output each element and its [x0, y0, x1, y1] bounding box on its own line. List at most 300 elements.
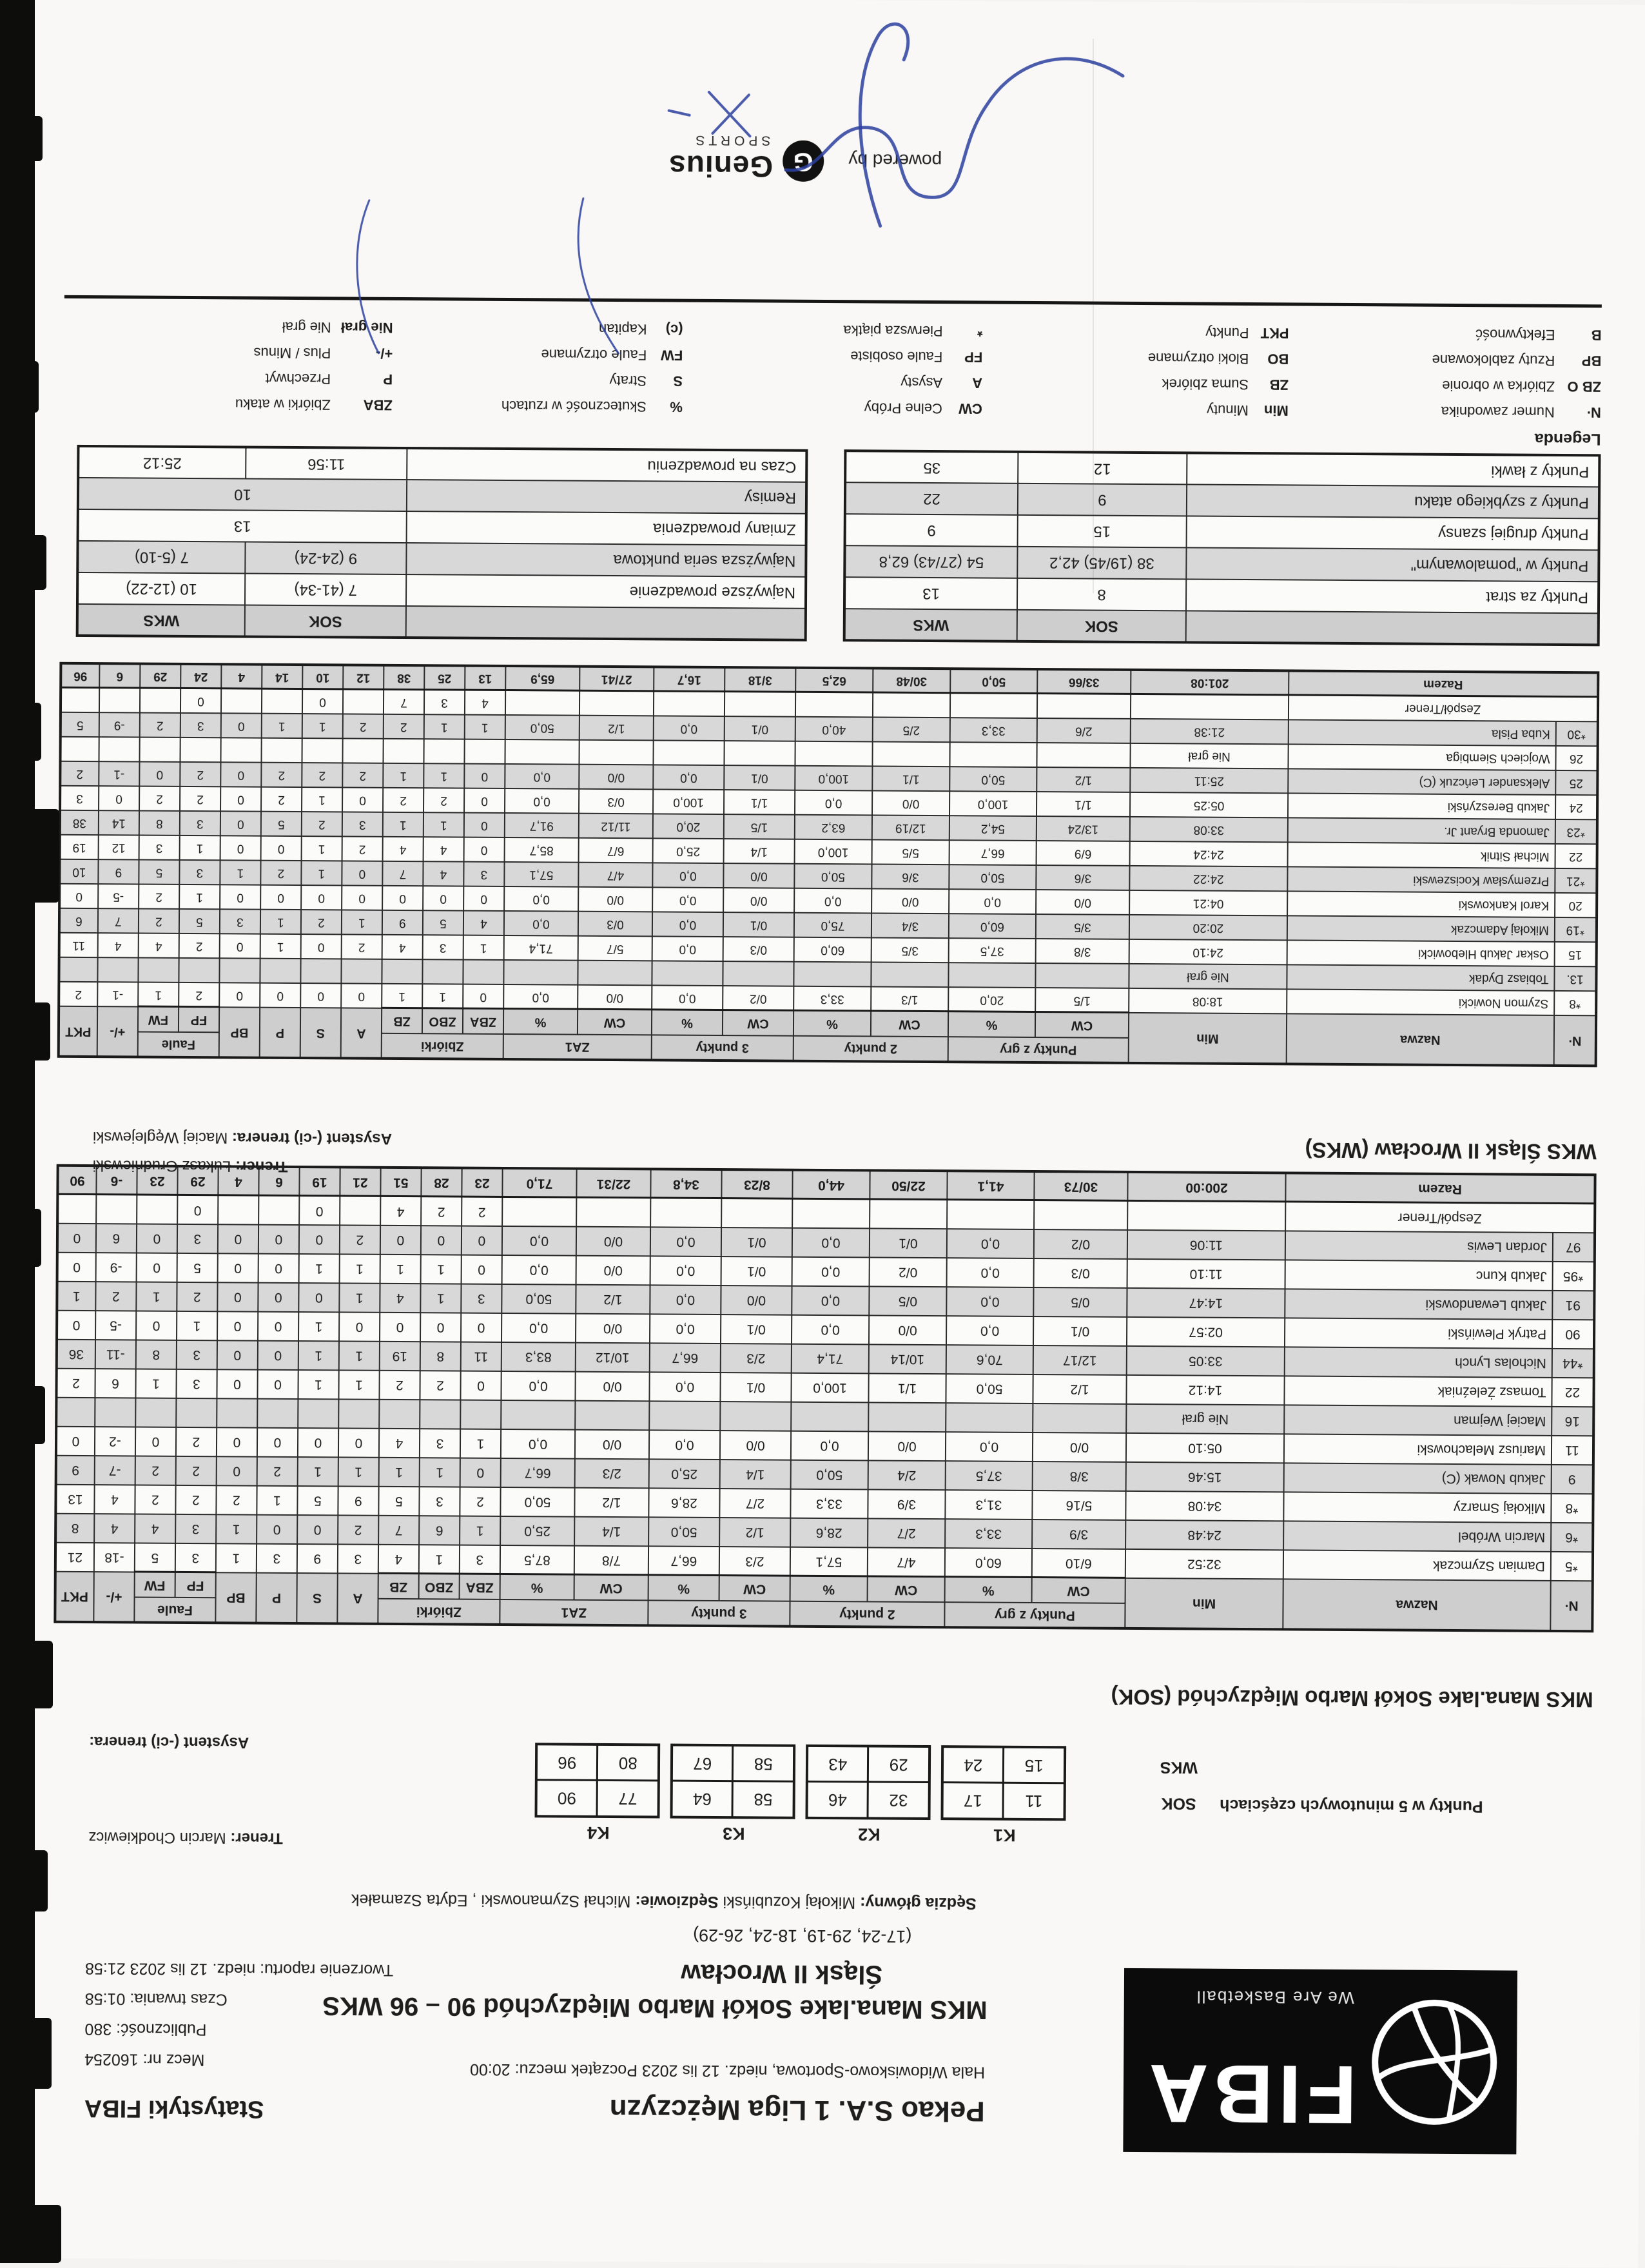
stat-cell [505, 739, 579, 765]
col-steals: P [260, 1008, 300, 1058]
stat-cell: 0/0 [576, 1256, 650, 1286]
stat-cell: 25 [424, 665, 465, 690]
stat-cell: 1 [257, 1486, 297, 1515]
player-name: Jakub Bereszyński [1288, 793, 1555, 819]
stat-cell: 0,0 [792, 1286, 869, 1316]
stat-cell: 5 [297, 1486, 338, 1515]
period-label: K2 [808, 1824, 930, 1844]
summary-value-wks: 54 (27/43) 62,8 [844, 545, 1017, 578]
sub-column-header: CW [871, 1011, 948, 1037]
stat-cell: 0 [297, 1515, 338, 1544]
stat-cell: 33:08 [1130, 817, 1288, 842]
stat-cell: 0 [463, 886, 504, 911]
period-score-row [806, 1782, 929, 1819]
stat-cell: 5 [261, 812, 302, 836]
legend-entry [541, 346, 683, 363]
stat-cell: 50,0 [794, 864, 871, 889]
summary-value-wks: 35 [845, 451, 1018, 484]
coach-label: Trener: [235, 1157, 288, 1175]
summary-label: Punkty z szybkiego ataku [1187, 484, 1599, 518]
summary-label: Najwyższe prowadzenie [406, 574, 806, 609]
legend-abbr: B [1555, 326, 1601, 343]
legend-abbr: P [331, 370, 393, 387]
stat-cell [379, 1400, 420, 1429]
period-score-row [807, 1746, 930, 1783]
stat-cell: 4 [380, 1197, 421, 1226]
stat-cell: 3 [177, 1224, 218, 1253]
player-name: Kuba Pisla [1289, 719, 1556, 746]
stat-cell [99, 688, 140, 712]
stat-cell: 38 [384, 665, 424, 690]
stat-cell: 3 [60, 786, 99, 810]
stat-cell: 87,5 [500, 1545, 574, 1575]
stat-cell: 16,7 [654, 667, 725, 692]
period-score-cell: 32 [868, 1782, 929, 1819]
summary-header [1186, 611, 1599, 645]
stat-cell: 100,0 [949, 791, 1037, 816]
stat-cell: 0 [257, 1515, 297, 1544]
summary-value-sok: 9 [1018, 484, 1187, 516]
stat-cell: 50,0 [501, 1284, 576, 1314]
attendance: Publiczność: 380 [84, 2019, 393, 2040]
stat-cell: 0 [180, 689, 221, 713]
stat-cell [343, 689, 384, 714]
stat-cell: 1 [302, 836, 342, 861]
stat-cell: 1 [57, 1282, 95, 1311]
player-name: Patryk Plewiński [1285, 1318, 1552, 1349]
stat-cell: 0/2 [870, 1257, 947, 1287]
stat-cell: 1 [298, 1312, 339, 1341]
stat-cell: -1 [99, 761, 139, 786]
stat-cell [1131, 694, 1289, 719]
stat-cell: 1/1 [724, 790, 795, 815]
legend-abbr: +/- [331, 344, 393, 362]
period-score-cell: 67 [672, 1745, 733, 1782]
stat-cell: 0 [380, 1226, 421, 1255]
stat-cell: 2 [177, 1282, 217, 1311]
stat-cell: 0 [258, 1254, 299, 1283]
stat-cell: 0,0 [946, 1432, 1033, 1461]
stat-cell [95, 1398, 135, 1427]
stat-cell: 0,0 [503, 984, 578, 1010]
stat-cell: 3 [179, 860, 220, 885]
player-number: 16 [1552, 1407, 1593, 1436]
assistant-label: Asystent (-ci) trenera: [232, 1129, 392, 1148]
player-name: Mikołaj Adamczak [1287, 915, 1555, 942]
powered-by-label: powered by [848, 150, 942, 171]
stat-cell: 29 [177, 1166, 218, 1195]
stat-cell: 0 [423, 886, 463, 910]
genius-logo-icon: G [783, 141, 824, 182]
player-number: 15 [1555, 942, 1597, 966]
col-plusminus: +/- [97, 1006, 138, 1057]
stat-cell: 34:08 [1125, 1491, 1283, 1521]
stat-cell [423, 739, 464, 763]
fiba-tagline: We Are Basketball [1196, 1987, 1354, 2008]
stat-cell: 2 [139, 885, 179, 909]
stat-cell: 25,0 [649, 1459, 720, 1489]
stat-cell [1127, 1201, 1285, 1231]
stat-cell: 25:11 [1130, 768, 1288, 793]
stat-cell [302, 738, 342, 763]
period-score-row [536, 1780, 659, 1817]
period-score-row [536, 1744, 659, 1781]
player-number: 97 [1553, 1233, 1595, 1262]
stat-cell: 36 [57, 1340, 95, 1369]
assistant-line-sok [89, 1732, 249, 1752]
dnp-cell: Nie grał [1129, 964, 1287, 989]
stat-cell: 0 [257, 1428, 298, 1457]
stat-cell: 2 [180, 787, 220, 811]
group-three-points: 3 punkty [652, 1035, 793, 1061]
stat-cell: 40,0 [795, 717, 873, 742]
stat-cell: 10/14 [869, 1344, 946, 1374]
stat-cell: 37,5 [949, 938, 1036, 963]
stat-cell: 54,2 [949, 816, 1037, 841]
stat-cell: 2/3 [719, 1547, 790, 1576]
stat-cell: 1/1 [1037, 792, 1130, 817]
stat-cell: 66,7 [501, 1458, 575, 1488]
legend-description: Przechwyt [266, 371, 331, 387]
stat-cell: 0,0 [947, 1258, 1034, 1287]
period-score-cell: 58 [733, 1745, 794, 1782]
stat-cell: 11:06 [1127, 1230, 1285, 1260]
period-score-box [534, 1743, 660, 1818]
stat-cell: 1 [301, 861, 342, 885]
stat-cell: 5 [423, 910, 463, 935]
stat-cell: 3/6 [1036, 865, 1129, 890]
scanner-mark [0, 2018, 52, 2089]
stat-cell: 3 [424, 690, 465, 714]
summary-label: Punkty za strat [1186, 579, 1599, 613]
stat-cell: 2 [462, 1197, 502, 1226]
stat-cell: 0/0 [723, 888, 794, 913]
stat-cell: 50,0 [949, 865, 1036, 890]
stat-cell: 0 [257, 1370, 298, 1399]
player-name: Jamonda Bryant Jr. [1288, 817, 1555, 844]
stat-cell: 0,0 [649, 1430, 720, 1460]
group-free-throws: ZA1 [503, 1034, 652, 1060]
stat-cell: 62,5 [795, 668, 873, 693]
period-score-cell: 43 [807, 1746, 868, 1783]
stat-cell: 0 [261, 836, 302, 861]
col-blocks: BP [219, 1007, 260, 1057]
assistant-label: Asystent (-ci) trenera: [89, 1733, 249, 1752]
stat-cell: 2 [421, 1197, 462, 1226]
stat-cell: 1/3 [871, 986, 948, 1012]
legend-description: Rzuty zablokowane [1432, 352, 1555, 369]
stat-cell: 0 [298, 1428, 338, 1457]
stat-cell: 4 [382, 935, 423, 959]
stat-cell: 2 [56, 1369, 95, 1398]
player-number: *95 [1553, 1262, 1595, 1291]
assistant-name: Maciej Węglejewski [93, 1128, 232, 1146]
stat-cell: 0 [221, 713, 262, 738]
stat-cell: 3/9 [868, 1489, 945, 1519]
stat-cell [725, 692, 795, 717]
summary-value-wks: 10 (12-22) [77, 572, 245, 605]
stat-cell: 0,0 [650, 1285, 721, 1315]
stat-cell [382, 959, 422, 984]
stat-cell: 4 [378, 1545, 419, 1574]
period-score-row [942, 1783, 1064, 1819]
stat-cell: 4 [218, 1166, 258, 1195]
boxscore-table-sok [54, 1164, 1596, 1633]
stat-cell: 83,3 [501, 1342, 576, 1372]
stat-cell: 24 [180, 664, 221, 689]
summary-value-wks: 25:12 [78, 446, 246, 479]
stat-cell [460, 1400, 501, 1429]
stat-cell: 1 [460, 1516, 500, 1545]
legend-abbr: * [943, 322, 983, 339]
stat-cell: 4 [94, 1485, 135, 1514]
stat-cell: 1/2 [579, 716, 654, 741]
stat-cell: 5 [177, 1253, 218, 1282]
stat-cell: 0/1 [721, 1256, 792, 1286]
stat-cell: 0 [217, 1282, 258, 1311]
player-name: Maciej Wejman [1284, 1405, 1552, 1436]
scanner-mark [0, 809, 59, 903]
legend-entry [1442, 377, 1601, 395]
stat-cell: 3 [139, 836, 180, 860]
sub-column-header: FW [138, 1007, 179, 1032]
stat-cell: 33,3 [790, 1489, 868, 1519]
stat-cell: 4 [379, 1429, 420, 1458]
stat-cell: 2 [343, 714, 384, 738]
stat-cell: 3/5 [871, 937, 949, 963]
summary-value-wks: 7 (5-10) [77, 541, 245, 574]
stat-cell: 3 [175, 1543, 216, 1572]
stat-cell: 2 [139, 909, 179, 934]
stat-cell [502, 1197, 576, 1227]
stat-cell [579, 740, 653, 765]
period-score-cell: 29 [868, 1746, 930, 1783]
stat-cell: 0,0 [654, 716, 725, 741]
summary-value-sok: 8 [1017, 578, 1186, 611]
stat-cell [342, 738, 383, 763]
stat-cell: 20,0 [948, 987, 1035, 1012]
stat-cell: 1/4 [720, 1460, 791, 1489]
legend-abbr: ZB [1249, 376, 1289, 393]
period-score-cell: 77 [598, 1781, 659, 1817]
five-min-team-sok: SOK [1161, 1794, 1196, 1812]
stat-cell [420, 1400, 460, 1429]
stat-cell: 0/0 [579, 765, 653, 790]
period-label: K3 [672, 1823, 795, 1844]
stat-cell: 0/0 [723, 863, 794, 888]
group-field-goals: Punkty z gry [948, 1037, 1129, 1063]
stat-cell: 51 [380, 1168, 421, 1197]
stat-cell [57, 1195, 96, 1224]
stat-cell: 6/7 [579, 838, 653, 863]
duration: Czas trwania: 01:58 [85, 1989, 393, 2009]
stat-cell: 19 [60, 835, 99, 859]
stat-cell [653, 740, 724, 765]
player-name: Michał Sitnik [1288, 842, 1555, 868]
stat-cell [1033, 1403, 1126, 1433]
stat-cell: 3 [177, 1340, 217, 1369]
stat-cell: 0,0 [501, 1371, 575, 1401]
period-score-cell: 24 [942, 1746, 1004, 1783]
stat-cell: 0 [57, 1253, 95, 1282]
stat-cell: 1 [420, 1284, 461, 1313]
stat-cell [464, 739, 505, 764]
legend-description: Kapitan [599, 321, 647, 337]
stat-cell: 0 [298, 1283, 339, 1312]
dnp-cell: Nie grał [1126, 1404, 1284, 1434]
stat-cell [950, 693, 1037, 718]
referee-label-main: Sędzia główny: [860, 1893, 977, 1912]
stat-cell: 0 [462, 1255, 502, 1284]
stat-cell: 63,2 [795, 815, 872, 840]
stat-cell: 50,0 [791, 1460, 868, 1490]
stat-cell: 4/7 [868, 1547, 945, 1577]
legend-entry [266, 370, 393, 387]
stat-cell: 3 [461, 1284, 501, 1313]
stat-cell [61, 688, 99, 712]
stat-cell: -9 [99, 712, 140, 737]
five-min-label: Punkty w 5 minutowych częściach [1220, 1795, 1483, 1815]
stat-cell: 2 [260, 861, 301, 885]
stat-cell: 50,0 [950, 669, 1037, 694]
stat-cell: 1 [216, 1543, 257, 1572]
stat-cell: 3 [175, 1514, 216, 1543]
header-row-groups [55, 1597, 1592, 1632]
stat-cell: 0/0 [578, 887, 652, 912]
stat-cell: 2 [379, 1371, 420, 1400]
legend-entry [282, 318, 393, 336]
stat-cell: 5 [139, 860, 179, 885]
stat-cell: 1 [298, 1457, 338, 1486]
stat-cell: 50,0 [949, 767, 1037, 792]
col-assists: A [337, 1573, 378, 1623]
stat-cell: 1/1 [872, 766, 949, 791]
coach-name: Marcin Chodkiewicz [88, 1828, 230, 1846]
stat-cell: 30/48 [873, 668, 950, 693]
stat-cell: 2 [95, 1282, 136, 1311]
sub-column-header: CW [868, 1576, 945, 1602]
stat-cell: 21:38 [1131, 719, 1289, 744]
stat-cell: 12/19 [872, 815, 949, 840]
stat-cell: 0 [220, 934, 260, 958]
stat-cell: 23 [462, 1168, 502, 1197]
group-fouls: Faule [138, 1032, 219, 1058]
legend-description: Suma zbiórek [1162, 376, 1249, 393]
stat-cell: 2/7 [868, 1518, 945, 1548]
player-name: Tobiasz Dydak [1287, 964, 1554, 991]
stat-cell: 1 [298, 1370, 338, 1399]
stat-cell: 1 [339, 1283, 380, 1312]
stat-cell: 2 [180, 762, 220, 787]
stat-cell: 24:22 [1129, 866, 1287, 891]
summary-value-sok: 12 [1018, 452, 1187, 485]
coach-line-wks [93, 1156, 288, 1175]
stat-cell: 12/17 [1033, 1345, 1127, 1375]
stat-cell: 0/0 [721, 1286, 792, 1315]
stat-cell: 0 [461, 1313, 501, 1342]
stat-cell: 0 [139, 762, 180, 787]
summary-row [77, 572, 806, 609]
stat-cell: 2 [176, 1456, 217, 1485]
stat-cell [946, 1403, 1033, 1432]
summary-row [78, 446, 806, 482]
stat-cell: 0 [339, 1312, 380, 1341]
stat-cell [721, 1198, 792, 1228]
stat-cell: 1/2 [1033, 1374, 1126, 1404]
stat-cell: 1 [302, 714, 343, 738]
stat-cell: 1 [216, 1514, 257, 1543]
stat-cell [383, 739, 423, 763]
stat-cell: 2 [342, 934, 382, 959]
stat-cell: 5/7 [578, 936, 652, 961]
stat-cell: 34,8 [650, 1169, 721, 1198]
stat-cell [261, 738, 302, 763]
stat-cell: 8 [420, 1342, 461, 1371]
stat-cell: 0,0 [501, 1429, 575, 1459]
legend-description: Celne Próby [864, 400, 942, 416]
summary-label: Remisy [407, 480, 806, 514]
stat-cell: 7 [382, 861, 423, 886]
stat-cell [220, 738, 261, 762]
sub-column-header: CW [574, 1575, 648, 1601]
scanner-mark [0, 1209, 41, 1267]
period-score-box [805, 1745, 931, 1820]
stat-cell: 6 [99, 663, 140, 688]
period-score-cell: 58 [732, 1781, 793, 1818]
legend-description: Minuty [1207, 402, 1249, 418]
stat-cell: 25,0 [500, 1516, 574, 1546]
summary-header: SOK [1017, 610, 1186, 643]
group-rebounds: Zbiórki [382, 1033, 503, 1059]
period-label: K4 [537, 1822, 659, 1843]
stat-cell: 05:10 [1126, 1433, 1284, 1463]
stat-cell: 0/3 [1034, 1258, 1127, 1288]
legend-description: Pierwsza piątka [843, 322, 942, 339]
stat-cell: 1/2 [719, 1518, 790, 1547]
stat-cell: 96 [61, 663, 99, 688]
stat-cell: 5 [378, 1487, 419, 1516]
stat-cell: 1 [302, 787, 342, 812]
stat-cell [947, 1200, 1034, 1229]
stat-cell [140, 689, 180, 713]
scanner-mark [0, 703, 41, 761]
stat-cell: -6 [96, 1166, 137, 1195]
stat-cell: 0,0 [792, 1228, 870, 1258]
summary-header: WKS [844, 609, 1017, 641]
stat-cell: 200:00 [1127, 1172, 1285, 1202]
stat-cell [578, 961, 652, 986]
stat-cell: 0 [258, 1225, 299, 1254]
col-turnovers: S [297, 1573, 337, 1623]
stat-cell: 100,0 [795, 839, 872, 865]
stat-cell: 0,0 [505, 788, 579, 814]
stat-cell: 4 [383, 837, 423, 861]
stat-cell: -1 [97, 982, 138, 1006]
stat-cell: 50,0 [505, 715, 579, 740]
venue-line: Hala Widowiskowo-Sportowa, niedz. 12 lis 2023 Początek meczu: 20:00 [470, 2060, 985, 2082]
stat-cell: 9 [98, 859, 139, 884]
stat-cell [949, 742, 1037, 767]
stat-cell: 3 [419, 1487, 460, 1516]
team-row-label: Zespół/Trener [1289, 695, 1598, 721]
legend-abbr: A [942, 374, 982, 391]
stat-cell: 2/7 [719, 1489, 790, 1518]
stat-cell: 2 [383, 788, 423, 812]
stat-cell [99, 737, 139, 761]
stat-cell: 1 [177, 1311, 217, 1340]
group-field-goals: Punkty z gry [944, 1602, 1125, 1628]
stat-cell: 0,0 [652, 936, 723, 961]
